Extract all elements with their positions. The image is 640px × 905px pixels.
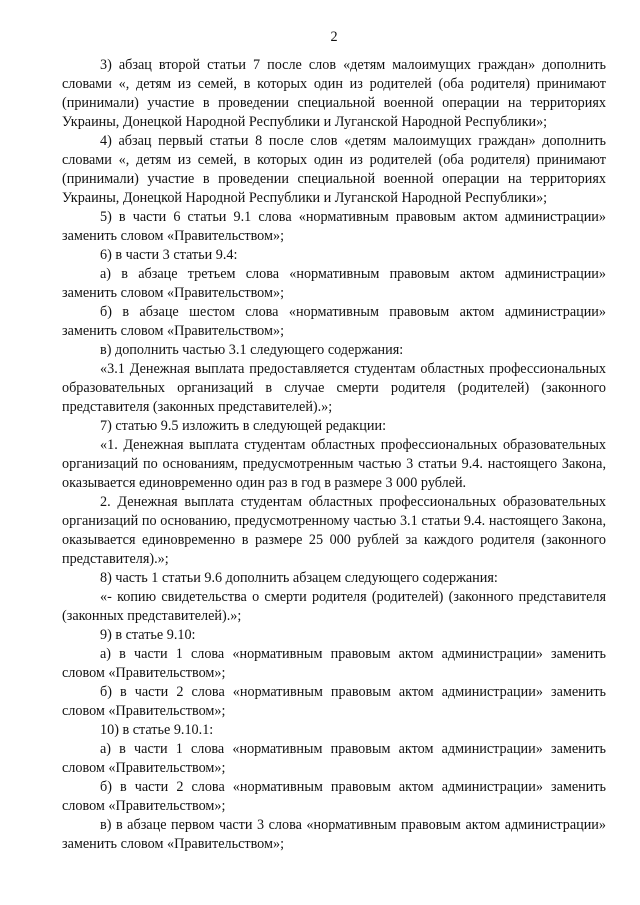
paragraph: 5) в части 6 статьи 9.1 слова «нормативным правовым актом администрации» заменить словом «Правительством»;: [62, 209, 606, 244]
paragraph: б) в части 2 слова «нормативным правовым актом администрации» заменить словом «Правительством»;: [62, 779, 606, 814]
paragraph: а) в части 1 слова «нормативным правовым актом администрации» заменить словом «Правительством»;: [62, 646, 606, 681]
paragraph: «1. Денежная выплата студентам областных профессиональных образовательных организаций по основаниям, предусмотренным частью 3 статьи 9.4. настоящего Закона, оказывается единовременно один раз в год в размере 3 000 рублей.: [62, 437, 606, 491]
paragraph: 3) абзац второй статьи 7 после слов «детям малоимущих граждан» дополнить словами «, детям из семей, в которых один из родителей (оба родителя) принимают (принимали) участие в проведении специальной военной операции на территориях Украины, Донецкой Народной Республики и Луганской Народной Республики»;: [62, 57, 606, 130]
paragraph: 10) в статье 9.10.1:: [100, 722, 214, 738]
paragraph: 8) часть 1 статьи 9.6 дополнить абзацем следующего содержания:: [100, 570, 498, 586]
paragraph: в) в абзаце первом части 3 слова «нормативным правовым актом администрации» заменить словом «Правительством»;: [62, 817, 606, 852]
paragraph: 9) в статье 9.10:: [100, 627, 196, 643]
paragraph: 4) абзац первый статьи 8 после слов «детям малоимущих граждан» дополнить словами «, детям из семей, в которых один из родителей (оба родителя) принимают (принимали) участие в проведении специальной военной операции на территориях Украины, Донецкой Народной Республики и Луганской Народной Республики»;: [62, 133, 606, 206]
paragraph: 2. Денежная выплата студентам областных профессиональных образовательных организаций по основанию, предусмотренному частью 3.1 статьи 9.4. настоящего Закона, оказывается единовременно в размере 25 000 рублей за каждого родителя (законного представителя).»;: [62, 494, 606, 567]
page-number: 2: [330, 29, 338, 45]
paragraph: 6) в части 3 статьи 9.4:: [100, 247, 238, 263]
paragraph: «- копию свидетельства о смерти родителя (родителей) (законного представителя (законных представителей).»;: [62, 589, 606, 624]
paragraph: а) в части 1 слова «нормативным правовым актом администрации» заменить словом «Правительством»;: [62, 741, 606, 776]
paragraph: 7) статью 9.5 изложить в следующей редакции:: [100, 418, 387, 434]
paragraph: а) в абзаце третьем слова «нормативным правовым актом администрации» заменить словом «Правительством»;: [62, 266, 606, 301]
paragraph: б) в абзаце шестом слова «нормативным правовым актом администрации» заменить словом «Правительством»;: [62, 304, 606, 339]
paragraph: б) в части 2 слова «нормативным правовым актом администрации» заменить словом «Правительством»;: [62, 684, 606, 719]
paragraph: в) дополнить частью 3.1 следующего содержания:: [100, 342, 404, 358]
paragraph: «3.1 Денежная выплата предоставляется студентам областных профессиональных образовательных организаций в случае смерти родителя (родителей) (законного представителя (законных представителей).»;: [62, 361, 606, 415]
